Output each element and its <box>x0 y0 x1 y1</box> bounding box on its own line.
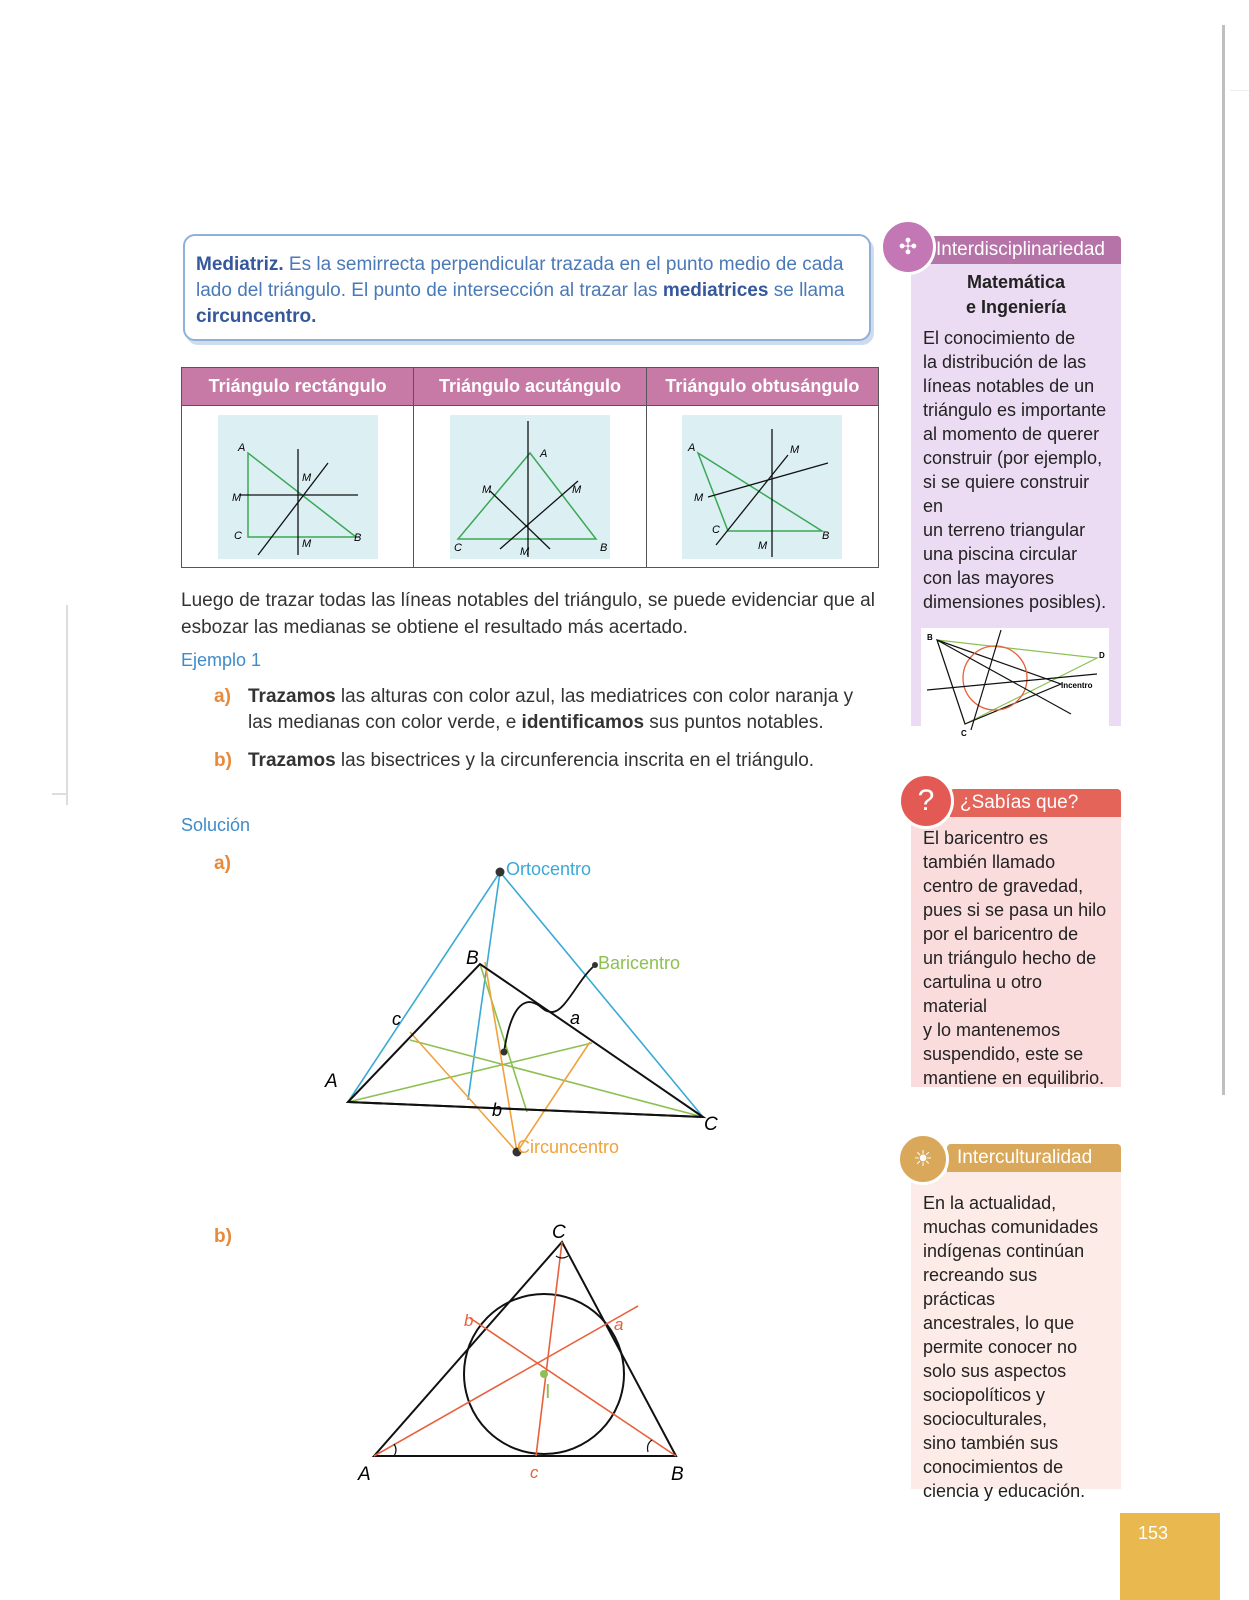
triangle-cell-obtusangulo <box>647 406 878 567</box>
solution-b-label: b) <box>214 1226 232 1247</box>
label-m1: M <box>758 539 768 552</box>
fig-label-d: D <box>1099 651 1105 660</box>
label-m1: M <box>519 545 530 558</box>
definition-term: Mediatriz. <box>196 254 284 275</box>
ortocentro-label: Ortocentro <box>506 859 592 879</box>
label-m2: M <box>481 483 492 496</box>
label-b: B <box>822 529 830 542</box>
example-a-text-2: sus puntos notables. <box>644 712 824 733</box>
example-b-text-1: las bisectrices y la circunferencia inscrita en el triángulo. <box>335 750 815 771</box>
triangle-header-obtusangulo: Triángulo obtusángulo <box>647 368 878 406</box>
triangle-types-table <box>181 367 879 568</box>
side-a: a <box>570 1008 581 1028</box>
incentro-label: I <box>545 1381 551 1403</box>
vertex-c: C <box>704 1114 718 1135</box>
explanation-paragraph: Luego de trazar todas las líneas notables del triángulo, se puede evidenciar que al esbozar las medianas se obtiene el resultado más acertado. <box>181 590 875 638</box>
label-m2: M <box>231 491 241 504</box>
fig-label-incentro: Incentro <box>1061 681 1093 690</box>
label-a: A <box>237 441 245 454</box>
sabias-que-panel <box>911 814 1121 1087</box>
definition-bold-circuncentro: circuncentro. <box>196 306 317 327</box>
solution-a-label: a) <box>214 853 231 874</box>
label-m1: M <box>301 537 311 550</box>
interdisciplinariedad-title: Interdisciplinariedad <box>928 236 1121 264</box>
solution-title: Solución <box>181 815 251 835</box>
fig-label-c: C <box>961 729 967 738</box>
definition-text-1: Es la semirrecta perpendicular trazada en el punto medio de cada lado del triángulo. El punto de intersección al trazar las <box>196 254 844 301</box>
side-c: c <box>530 1463 539 1482</box>
label-a: A <box>539 447 548 460</box>
side-c: c <box>392 1009 401 1029</box>
vertex-b: B <box>466 948 479 969</box>
example-a-bold-1: Trazamos <box>248 686 336 707</box>
side-b: b <box>464 1311 474 1330</box>
page-number: 153 <box>1120 1513 1220 1600</box>
definition-bold-mediatrices: mediatrices <box>662 280 769 301</box>
page-edge-line-small <box>1230 90 1249 91</box>
right-triangle-figure <box>218 415 378 559</box>
question-icon: ? <box>898 773 954 829</box>
example-item-b <box>214 748 884 774</box>
example-b-bold-1: Trazamos <box>248 750 336 771</box>
interculturalidad-title: Interculturalidad <box>947 1144 1121 1172</box>
triangle-cell-acutangulo <box>414 406 645 567</box>
label-a: A <box>688 441 696 454</box>
label-c: C <box>233 529 242 542</box>
definition-box <box>183 234 871 341</box>
example-b-label: b) <box>214 750 232 771</box>
label-b: B <box>353 531 361 544</box>
label-m3: M <box>301 471 311 484</box>
triangle-column-obtusangulo <box>647 368 878 567</box>
example-a-label: a) <box>214 686 231 707</box>
margin-mark <box>66 605 68 805</box>
panel-text: En la actualidad, muchas comunidades indígenas continúan recreando sus prácticas ancestrales, lo que permite conocer no solo sus aspectos sociopolíticos y socioculturales, sino también sus conocimientos de ciencia y educación. <box>923 1193 1099 1501</box>
panel-text: El conocimiento de la distribución de las líneas notables de un triángulo es importante al momento de querer construir (por ejemplo, si se quiere construir en un terreno triangular una piscina circular con las mayores dimensiones posibles). <box>923 328 1107 612</box>
panel-subtitle-line-1: Matemática <box>966 272 1066 292</box>
example-a-bold-2: identificamos <box>521 712 645 733</box>
acute-triangle-figure <box>450 415 610 559</box>
panel-text: El baricentro es también llamado centro de gravedad, pues si se pasa un hilo por el baricentro de un triángulo hecho de cartulina u otro material y lo mantenemos suspendido, este se mantiene en equilibrio. <box>923 828 1107 1088</box>
page-edge-line <box>1222 25 1225 1095</box>
vertex-c: C <box>552 1222 566 1243</box>
incenter-figure <box>921 628 1109 740</box>
fig-label-b: B <box>927 633 933 642</box>
label-m3: M <box>790 443 800 456</box>
definition-text-2: se llama <box>768 280 845 301</box>
panel-subtitle <box>911 262 1121 320</box>
example-title: Ejemplo 1 <box>181 650 262 670</box>
label-b: B <box>599 541 608 554</box>
incircle-figure <box>358 1222 700 1490</box>
panel-subtitle-line-2: e Ingeniería <box>965 297 1067 317</box>
side-a: a <box>614 1315 624 1334</box>
example-item-a <box>214 684 884 736</box>
interdisciplinariedad-panel <box>911 262 1121 738</box>
puzzle-icon: ✣ <box>880 219 936 275</box>
example-b-text <box>248 748 878 774</box>
label-c: C <box>453 541 462 554</box>
triangle-column-rectangulo <box>182 368 414 567</box>
triangle-header-acutangulo: Triángulo acutángulo <box>414 368 645 406</box>
vertex-b: B <box>671 1464 684 1485</box>
circuncentro-label: Circuncentro <box>517 1137 620 1157</box>
vertex-a: A <box>358 1464 371 1485</box>
vertex-a: A <box>325 1071 338 1092</box>
culture-icon: ☀ <box>897 1133 949 1185</box>
example-a-text <box>248 684 878 736</box>
label-m3: M <box>571 483 582 496</box>
triangle-cell-rectangulo <box>182 406 413 567</box>
margin-tick <box>52 793 66 795</box>
label-m2: M <box>694 491 704 504</box>
label-c: C <box>712 523 721 536</box>
example-a-text-1: las alturas con color azul, las mediatrices con color naranja y las medianas con color verde, e <box>248 686 854 733</box>
triangle-column-acutangulo <box>414 368 646 567</box>
triangle-header-rectangulo: Triángulo rectángulo <box>182 368 413 406</box>
baricentro-label: Baricentro <box>598 953 681 973</box>
notable-points-figure <box>320 859 740 1192</box>
sabias-que-title: ¿Sabías que? <box>950 789 1121 817</box>
side-b: b <box>492 1100 503 1120</box>
interculturalidad-panel <box>911 1169 1121 1501</box>
obtuse-triangle-figure <box>682 415 842 559</box>
